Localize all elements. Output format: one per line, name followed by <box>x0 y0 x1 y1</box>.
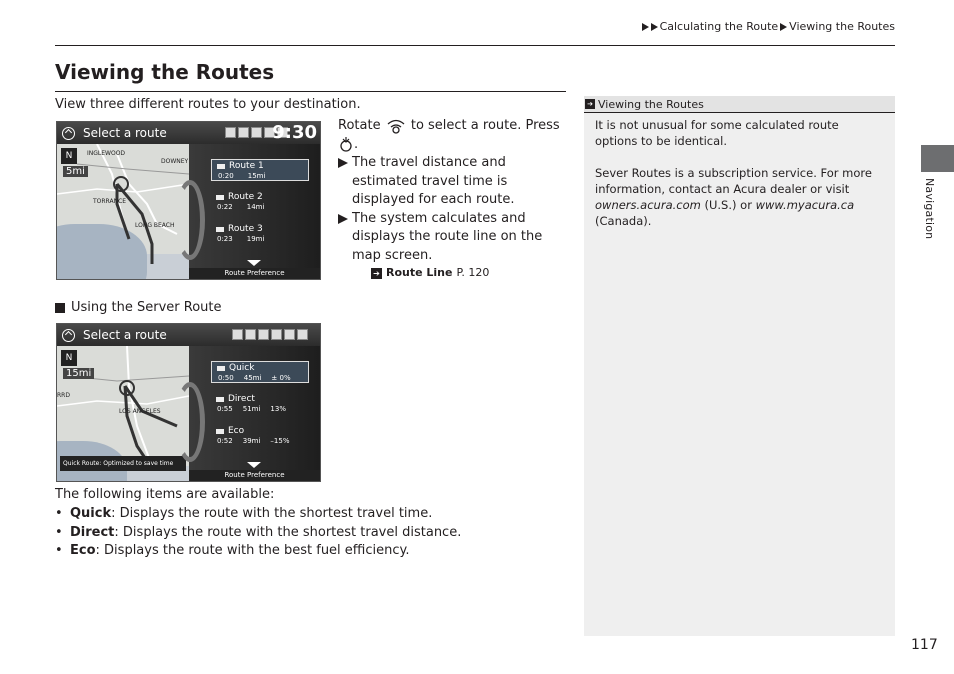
map-label: LOS ANGELES <box>119 408 161 415</box>
back-icon <box>62 329 75 342</box>
map-view <box>57 346 189 481</box>
step-arrow-icon <box>338 158 348 168</box>
phone-icon <box>258 329 269 340</box>
items-list <box>55 505 461 561</box>
route-list-panel <box>189 346 320 481</box>
route-color-icon <box>216 397 224 402</box>
breadcrumb-arrow-icon <box>780 23 787 31</box>
step-bullet: The travel distance and estimated travel time is displayed for each route. <box>338 154 568 210</box>
selector-dial-icon <box>175 382 205 462</box>
sidebar-paragraph: It is not unusual for some calculated route options to be identical. <box>595 118 839 148</box>
route-color-icon <box>217 366 225 371</box>
map-label: DOWNEY <box>161 158 189 165</box>
traffic-icon <box>232 329 243 340</box>
traffic-icon <box>225 127 236 138</box>
rotate-instruction: Rotate to select a route. Press . <box>338 118 560 152</box>
map-label: LONG BEACH <box>135 222 175 229</box>
map-view <box>57 144 189 279</box>
route-select-screen <box>56 121 321 280</box>
sidebar-note <box>584 96 895 636</box>
chevron-down-icon <box>247 462 261 468</box>
signal-icon <box>284 329 295 340</box>
route-color-icon <box>216 227 224 232</box>
step-bullet: The system calculates and displays the route line on the map screen. <box>338 210 568 266</box>
section-subheading: Using the Server Route <box>55 300 222 315</box>
title-divider <box>55 91 566 92</box>
route-option-2[interactable]: Route 2 0:22 14mi <box>217 192 265 211</box>
chevron-down-icon <box>247 260 261 266</box>
page-title: Viewing the Routes <box>55 60 275 84</box>
subscription-icon <box>245 329 256 340</box>
screen-header-title: Select a route <box>83 328 167 342</box>
server-route-screen <box>56 323 321 482</box>
route-color-icon <box>217 164 225 169</box>
sidebar-paragraph: Sever Routes is a subscription service. For more information, contact an Acura dealer or visit owners.acura.com (U.S.) or www.myacura.ca (Canada). <box>595 166 872 228</box>
list-item: • Eco: Displays the route with the best fuel efficiency. <box>55 543 410 558</box>
map-label: INGLEWOOD <box>87 150 126 157</box>
route-color-icon <box>216 429 224 434</box>
map-scale: 5mi <box>63 166 88 177</box>
north-indicator[interactable]: N <box>61 350 77 366</box>
bluetooth-icon <box>271 329 282 340</box>
breadcrumb <box>642 20 895 33</box>
fuel-change: 13% <box>270 405 286 413</box>
route-list-panel <box>189 144 320 279</box>
cross-reference-icon: ➔ <box>371 268 382 279</box>
step-arrow-icon <box>338 214 348 224</box>
interface-dial-press-icon <box>338 136 354 152</box>
page-number: 117 <box>911 637 938 653</box>
interface-dial-rotate-icon <box>385 118 407 134</box>
subscription-icon <box>238 127 249 138</box>
fuel-change: –15% <box>270 437 290 445</box>
route-option-quick[interactable]: Quick 0:50 45mi ± 0% <box>211 361 309 383</box>
list-item: • Direct: Displays the route with the shortest travel distance. <box>55 524 462 540</box>
route-preference-button[interactable]: Route Preference <box>189 268 320 279</box>
chapter-tab-label: Navigation <box>923 178 936 240</box>
list-item: • Quick: Displays the route with the shortest travel time. <box>55 506 433 521</box>
cross-reference-link[interactable]: ➔ Route Line P. 120 <box>371 265 568 281</box>
route-option-3[interactable]: Route 3 0:23 19mi <box>217 224 265 243</box>
route-preference-button[interactable]: Route Preference <box>189 470 320 481</box>
north-indicator[interactable]: N <box>61 148 77 164</box>
breadcrumb-arrow-icon <box>651 23 658 31</box>
breadcrumb-section[interactable]: Calculating the Route <box>659 20 779 33</box>
clock: 9:30 <box>272 122 317 143</box>
selector-dial-icon <box>175 180 205 260</box>
back-icon <box>62 127 75 140</box>
intro-text: View three different routes to your destination. <box>55 97 361 112</box>
route-option-eco[interactable]: Eco 0:52 39mi –15% <box>217 426 290 445</box>
chapter-tab[interactable] <box>921 145 954 172</box>
screen-header-title: Select a route <box>83 126 167 140</box>
wifi-icon <box>297 329 308 340</box>
fuel-change: ± 0% <box>271 374 291 382</box>
sidebar-body <box>584 113 895 229</box>
map-label: TORRANCE <box>93 198 127 205</box>
header-divider <box>55 45 895 46</box>
phone-icon <box>251 127 262 138</box>
route-message: Quick Route: Optimized to save time <box>60 456 186 471</box>
square-bullet-icon <box>55 303 65 313</box>
breadcrumb-page: Viewing the Routes <box>789 20 895 33</box>
route-option-direct[interactable]: Direct 0:55 51mi 13% <box>217 394 286 413</box>
status-icons <box>232 329 308 340</box>
breadcrumb-arrow-icon <box>642 23 649 31</box>
route-color-icon <box>216 195 224 200</box>
map-scale: 15mi <box>63 368 94 379</box>
canada-website-link[interactable]: www.myacura.ca <box>755 198 855 212</box>
note-icon: ➔ <box>585 99 595 109</box>
sidebar-heading: ➔ Viewing the Routes <box>584 96 895 113</box>
instruction-steps <box>338 117 568 281</box>
map-label: RRD <box>57 392 70 399</box>
us-website-link[interactable]: owners.acura.com <box>595 198 701 212</box>
route-option-1[interactable]: Route 1 0:20 15mi <box>211 159 309 181</box>
items-lead-text: The following items are available: <box>55 487 275 502</box>
